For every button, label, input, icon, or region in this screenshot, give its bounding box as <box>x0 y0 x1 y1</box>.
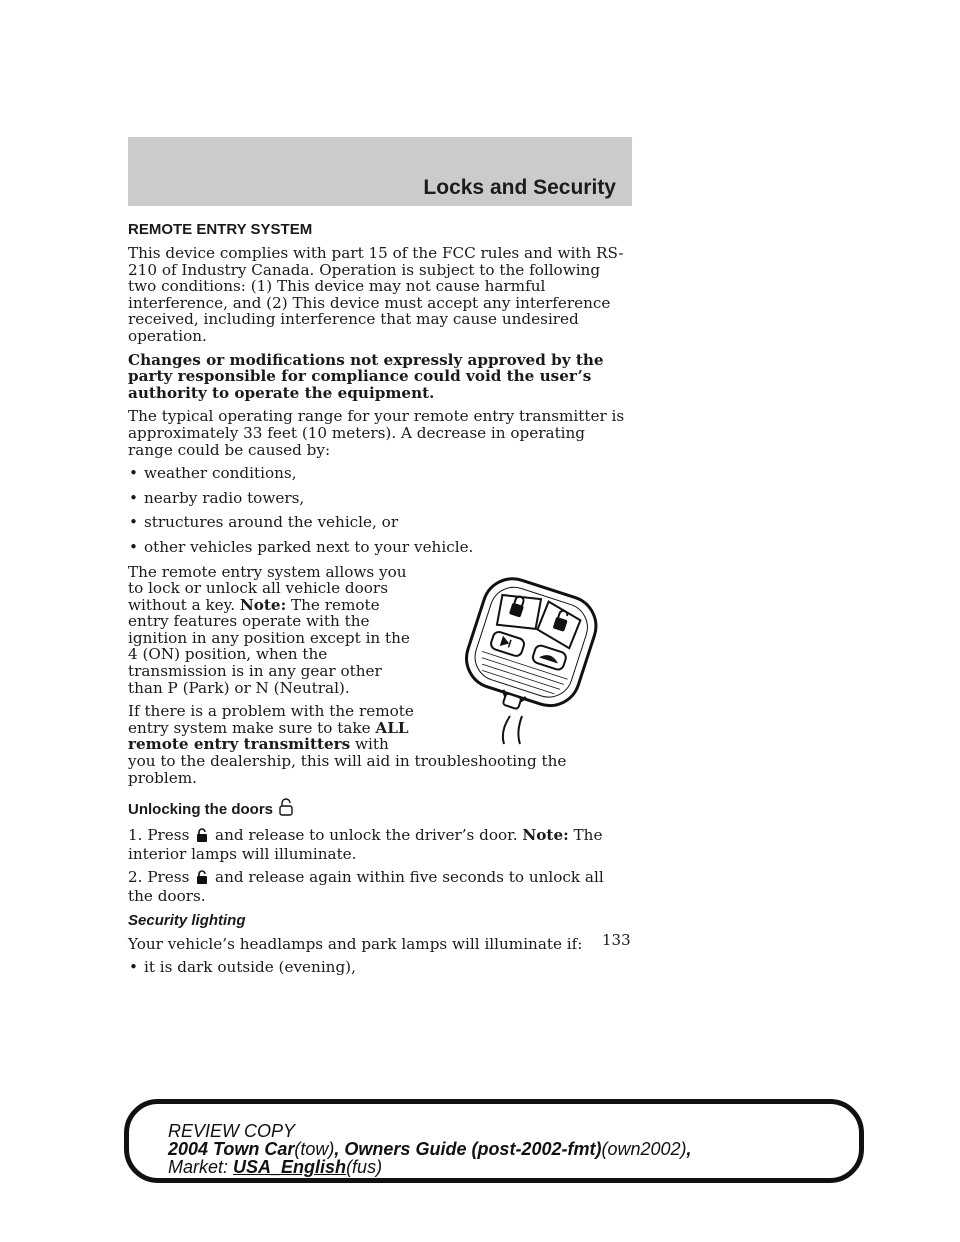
range-bullet-list <box>128 465 632 555</box>
review-copy-model-line: 2004 Town Car(tow), Owners Guide (post-2002-fmt)(own2002), <box>168 1139 692 1159</box>
security-bullet-list <box>128 959 632 976</box>
list-item: • nearby radio towers, <box>128 490 632 507</box>
unlocking-title: Unlocking the doors <box>128 798 632 821</box>
fcc-paragraph: This device complies with part 15 of the FCC rules and with RS-210 of Industry Canada. Operation is subject to the following two conditions: (1) This device may not cause harmful interference, and (2) This device must accept any interference received, including interference that may cause undesired operation. <box>128 244 624 345</box>
warning-paragraph: Changes or modifications not expressly approved by the party responsible for compliance could void the user’s authority to operate the equipment. <box>128 350 604 402</box>
unlock-step-1: 1. Press and release to unlock the driver’s door. Note: The interior lamps will illuminate. <box>128 826 603 863</box>
security-intro: Your vehicle’s headlamps and park lamps will illuminate if: <box>128 934 583 953</box>
unlock-icon <box>279 798 293 821</box>
unlock-button-icon <box>196 828 208 846</box>
unlock-step-2: 2. Press and release again within five seconds to unlock all the doors. <box>128 868 604 905</box>
list-item: • structures around the vehicle, or <box>128 514 632 531</box>
list-item: • weather conditions, <box>128 465 632 482</box>
header-band <box>128 137 632 206</box>
key-fob-illustration <box>430 566 630 746</box>
section-title: REMOTE ENTRY SYSTEM <box>128 221 313 238</box>
allows-paragraph: The remote entry system allows you to lock or unlock all vehicle doors without a key. Note: The remote entry features operate with the ignition in any position except in the 4 (ON) position, when the transmission is in any gear other than P (Park) or N (Neutral). <box>128 562 410 697</box>
security-lighting-title: Security lighting <box>128 911 246 929</box>
review-copy-text <box>168 1122 692 1176</box>
review-copy-label: REVIEW COPY <box>168 1121 296 1141</box>
unlock-button-icon <box>196 870 208 888</box>
page-number: 133 <box>602 931 631 949</box>
page-content <box>128 221 632 984</box>
range-paragraph: The typical operating range for your remote entry transmitter is approximately 33 feet (10 meters). A decrease in operating range could be caused by: <box>128 407 625 459</box>
review-copy-market-line: Market: USA_English(fus) <box>168 1157 383 1177</box>
page-title: Locks and Security <box>423 176 616 199</box>
list-item: • it is dark outside (evening), <box>128 959 632 976</box>
list-item: • other vehicles parked next to your vehicle. <box>128 539 632 556</box>
key-fob-icon <box>430 566 630 746</box>
problem-paragraph: If there is a problem with the remote entry system make sure to take ALL remote entry transmitters with you to the dealership, this will aid in troubleshooting the problem. <box>128 702 567 787</box>
